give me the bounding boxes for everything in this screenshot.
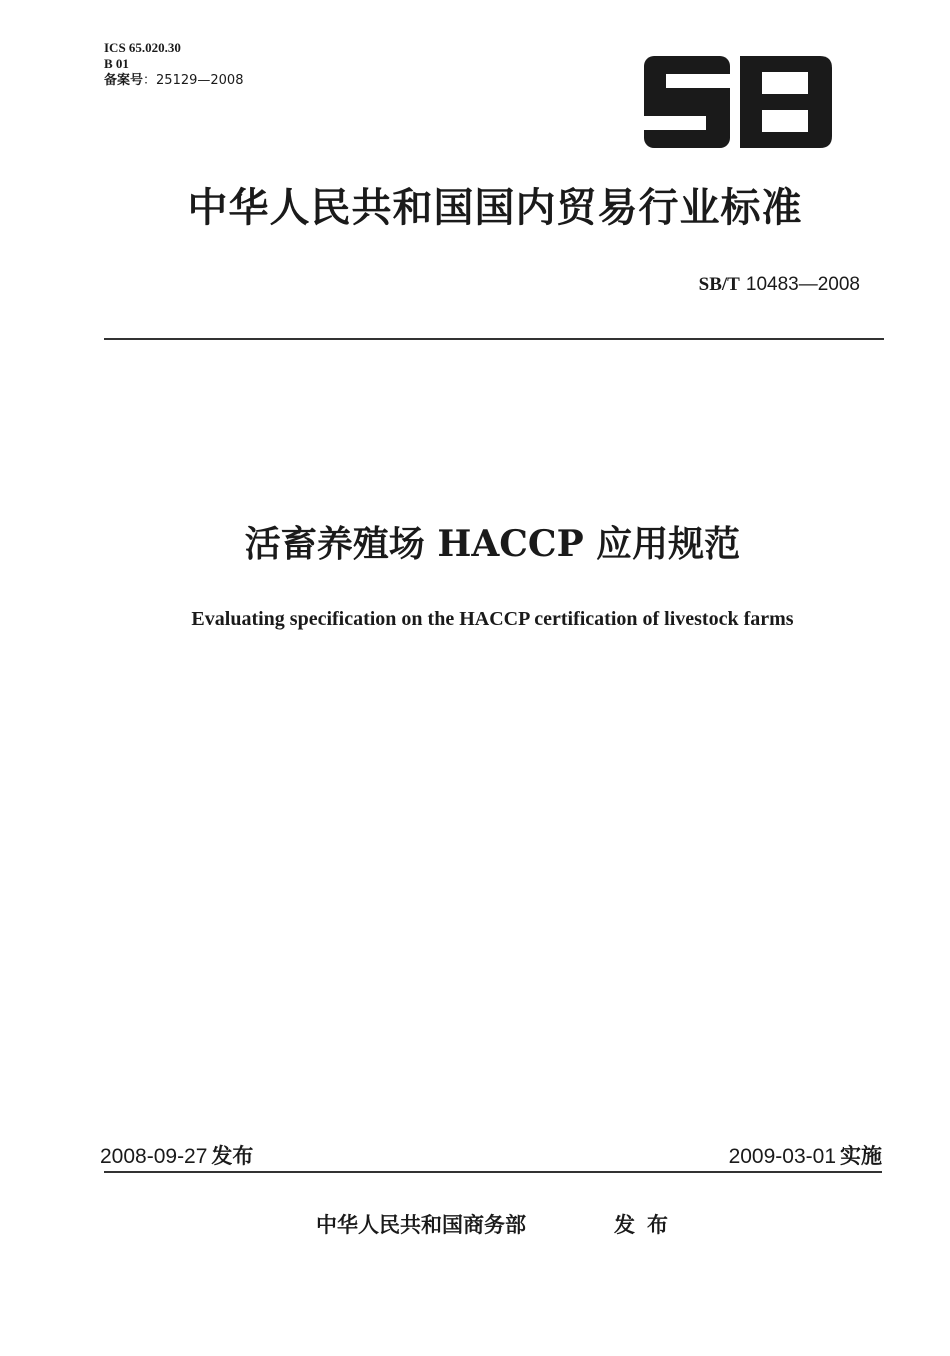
implement-date-word: 实施 [840,1144,882,1168]
publisher-name: 中华人民共和国商务部 [316,1213,526,1237]
standard-number [699,272,860,297]
ccs-code [104,56,129,73]
publish-date-word: 发布 [211,1144,254,1168]
title-english: Evaluating specification on the HACCP certification of livestock farms [191,608,794,630]
ccs-code-text: B 01 [104,56,129,71]
ics-code [104,40,181,57]
filing-separator: ： [143,73,157,88]
bottom-divider [104,1171,882,1173]
title-chinese: 活畜养殖场 HACCP 应用规范 [244,523,741,565]
standard-prefix: SB/T [698,274,740,295]
filing-number-value: 25129—2008 [156,73,244,88]
logo-letter-b [740,56,832,148]
issuer-heading: 中华人民共和国国内贸易行业标准 [187,185,803,231]
filing-number [104,73,243,89]
ics-code-text: ICS 65.020.30 [104,40,181,55]
logo-letter-s [644,56,730,148]
filing-label: 备案号 [104,73,144,88]
publish-date [100,1142,253,1171]
publisher-action: 发布 [614,1213,680,1237]
implement-date-value: 2009-03-01 [728,1145,836,1168]
publish-date-value: 2008-09-27 [100,1145,208,1168]
top-divider [104,338,884,340]
implement-date [729,1142,882,1171]
standard-number-value: 10483—2008 [745,274,860,295]
sb-logo-icon [644,56,832,148]
